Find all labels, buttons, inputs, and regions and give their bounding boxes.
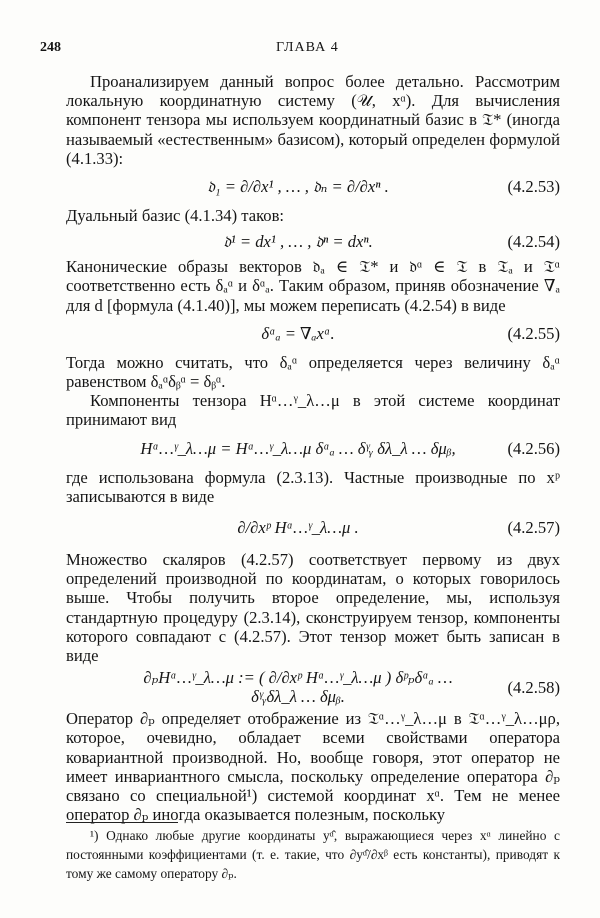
equation-number: (4.2.58) (507, 677, 560, 697)
paragraph-6: где использована формула (2.3.13). Частные производные по xᵖ записываются в виде (66, 467, 560, 506)
paragraph-8: Оператор ∂ₚ определяет отображение из 𝔗ᵅ…ᵞ_λ…μ в 𝔗ᵅ…ᵞ_λ…μρ, которое, очевидно, обладает всеми свойствами оператора ковариантной производной. Но, вообще говоря, этот оператор не имеет инвариантного смысла, поскольку определение оператора ∂ₚ связано со специальной¹) системой координат xᵅ. Тем не менее оператор ∂ₚ иногда оказывается полезным, поскольку (66, 709, 560, 825)
paragraph-3: Канонические образы векторов 𝔡ₐ ∈ 𝔗* и 𝔡ᵅ ∈ 𝔗 в 𝔗ₐ и 𝔗ᵅ соответственно есть δₐᵅ и δᵅₐ. Таким образом, приняв обозначение ∇ₐ для d [формула (4.1.40)], мы можем переписать (4.2.54) в виде (66, 257, 560, 315)
equation-formula: ∂/∂xᵖ Hᵅ…ᵞ_λ…μ . (237, 518, 359, 538)
equation-number: (4.2.55) (507, 324, 560, 344)
equation-4-2-57 (66, 506, 560, 550)
equation-4-2-58 (66, 665, 560, 709)
equation-formula: δᵅₐ = ∇ₐxᵅ. (261, 324, 335, 344)
paragraph-5: Компоненты тензора Hᵅ…ᵞ_λ…μ в этой системе координат принимают вид (66, 391, 560, 430)
paragraph-4: Тогда можно считать, что δₐᵅ определяется через величину δₐᵅ равенством δₐᵅδᵦᵅ = δᵦᵅ. (66, 352, 560, 392)
equation-4-2-56 (66, 430, 560, 468)
chapter-header: ГЛАВА 4 (276, 40, 339, 55)
equation-number: (4.2.53) (507, 177, 560, 197)
equation-formula: ∂ₚHᵅ…ᵞ_λ…μ := ( ∂/∂xᵖ Hᵅ…ᵞ_λ…μ ) δᵖₚδᵅₐ … δᵞᵧδλ_λ … δμᵦ. (143, 668, 453, 707)
equation-formula: 𝔡¹ = dx¹ , … , 𝔡ⁿ = dxⁿ. (223, 231, 373, 251)
equation-4-2-55 (66, 315, 560, 353)
paragraph-7: Множество скаляров (4.2.57) соответствует первому из двух определений производной по координатам, о которых говорилось выше. Чтобы получить второе определение, мы, используя стандартную процедуру (2.3.14), сконструируем тензор, компоненты которого совпадают с (4.2.57). Этот тензор может быть записан в виде (66, 550, 560, 666)
paragraph-2: Дуальный базис (4.1.34) таков: (66, 206, 285, 226)
footnote-rule (66, 822, 178, 823)
equation-formula: Hᵅ…ᵞ_λ…μ = Hᵅ…ᵞ_λ…μ δᵅₐ … δᵞᵧ δλ_λ … δμᵦ, (140, 439, 456, 459)
page-body (66, 72, 560, 824)
equation-4-2-54 (66, 225, 560, 257)
equation-formula: 𝔡₁ = ∂/∂x¹ , … , 𝔡ₙ = ∂/∂xⁿ . (207, 177, 389, 197)
page-number: 248 (40, 40, 61, 55)
paragraph-1: Проанализируем данный вопрос более детально. Рассмотрим локальную координатную систему (𝒰, xᵅ). Для вычисления компонент тензора мы используем координатный базис в 𝔗* (иногда называемый «естественным» базисом), который определен формулой (4.1.33): (66, 72, 560, 168)
equation-number: (4.2.57) (507, 518, 560, 538)
equation-4-2-53 (66, 168, 560, 206)
equation-number: (4.2.56) (507, 439, 560, 459)
footnote: ¹) Однако любые другие координаты yᵅ̂, выражающиеся через xᵅ линейно с постоянными коэффициентами (т. е. такие, что ∂yᵅ̂/∂xᵝ есть константы), приводят к тому же самому оператору ∂ₚ. (66, 828, 560, 881)
equation-number: (4.2.54) (507, 231, 560, 251)
